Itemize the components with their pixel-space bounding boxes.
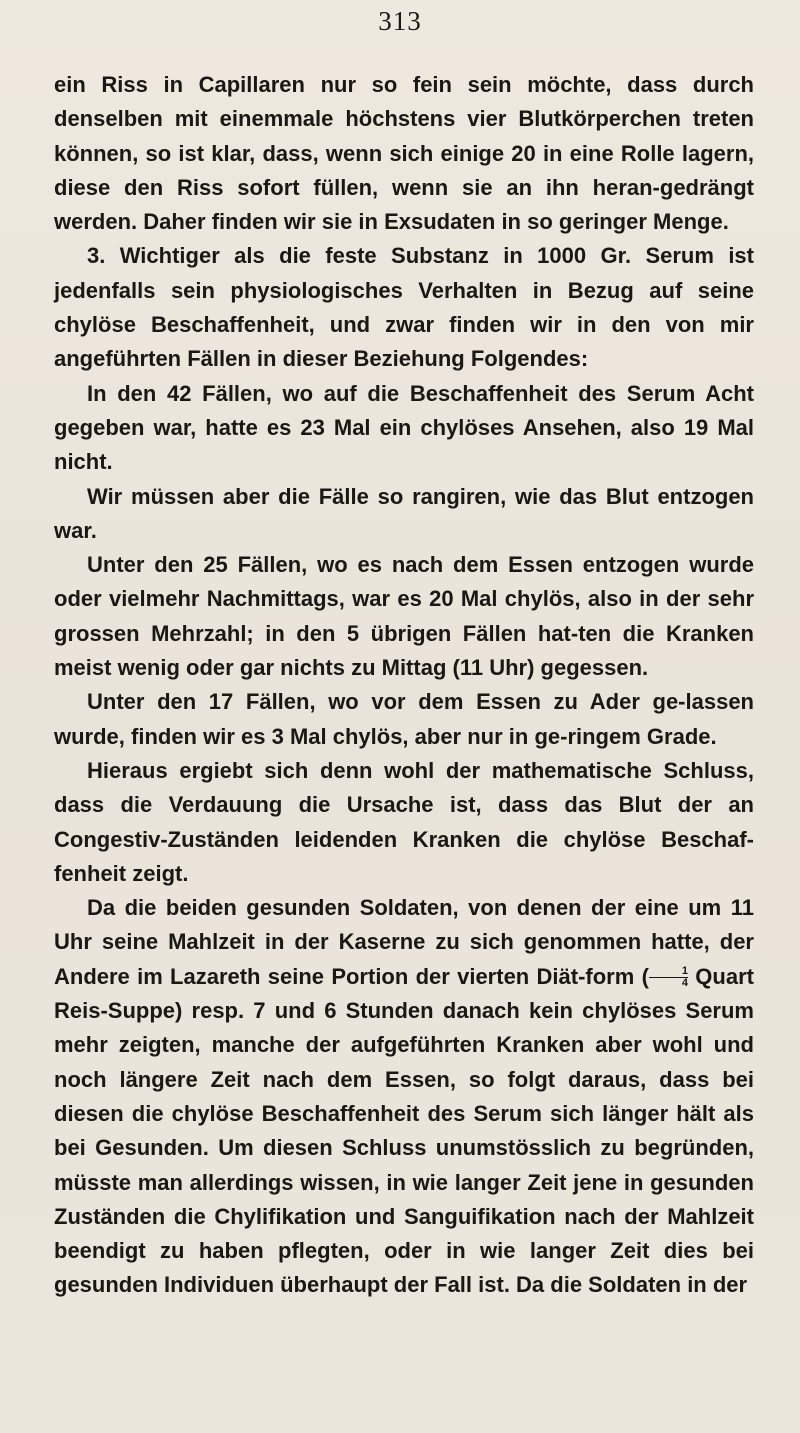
paragraph-2: 3. Wichtiger als die feste Substanz in 1000 Gr. Serum ist jedenfalls sein physiologisches Verhalten in Bezug auf seine chylöse Beschaffenheit, und zwar finden wir in den von mir angeführten Fällen in dieser Beziehung Folgendes: bbox=[54, 243, 754, 372]
paragraph-7: Hieraus ergiebt sich denn wohl der mathematische Schluss, dass die Verdauung die Ursache ist, dass das Blut der an Congestiv-Zuständen leidenden Kranken die chylöse Beschaf-fenheit zeigt. bbox=[54, 757, 754, 886]
paragraph-8-end: Quart Reis-Suppe) resp. 7 und 6 Stunden danach kein chylöses Serum mehr zeigten, manche der aufgeführten Kranken aber wohl und noch längere Zeit nach dem Essen, so folgt daraus, dass bei diesen die chylöse Beschaffenheit des Serum sich länger hält als bei Gesunden. Um diesen Schluss unumstösslich zu begründen, müsste man allerdings wissen, in wie langer Zeit jene in gesunden Zuständen die Chylifikation und Sanguifikation nach der Mahlzeit beendigt zu haben pflegten, oder in wie langer Zeit dies bei gesunden Individuen überhaupt der Fall ist. Da die Soldaten in der bbox=[54, 963, 754, 1298]
paragraph-4: Wir müssen aber die Fälle so rangiren, wie das Blut entzogen war. bbox=[54, 483, 754, 543]
paragraph-6: Unter den 17 Fällen, wo vor dem Essen zu Ader ge-lassen wurde, finden wir es 3 Mal chylös, aber nur in ge-ringem Grade. bbox=[54, 689, 754, 749]
paragraph-8 bbox=[54, 891, 754, 1303]
fraction-one-quarter bbox=[649, 966, 688, 989]
fraction-denominator: 4 bbox=[649, 977, 688, 989]
paragraph-1: ein Riss in Capillaren nur so fein sein möchte, dass durch denselben mit einemmale höchstens vier Blutkörperchen treten können, so ist klar, dass, wenn sich einige 20 in eine Rolle lagern, diese den Riss sofort füllen, wenn sie an ihn heran-gedrängt werden. Daher finden wir sie in Exsudaten in so geringer Menge. bbox=[54, 72, 754, 235]
paragraph-3: In den 42 Fällen, wo auf die Beschaffenheit des Serum Acht gegeben war, hatte es 23 Mal ein chylöses Ansehen, also 19 Mal nicht. bbox=[54, 380, 754, 475]
page-number: 313 bbox=[378, 6, 422, 36]
body-text bbox=[54, 68, 754, 1303]
fraction-numerator: 1 bbox=[681, 965, 689, 978]
paragraph-5: Unter den 25 Fällen, wo es nach dem Essen entzogen wurde oder vielmehr Nachmittags, war es 20 Mal chylös, also in der sehr grossen Mehrzahl; in den 5 übrigen Fällen hat-ten die Kranken meist wenig oder gar nichts zu Mittag (11 Uhr) gegessen. bbox=[54, 552, 754, 681]
paragraph-8-start: Da die beiden gesunden Soldaten, von denen der eine um 11 Uhr seine Mahlzeit in der Kaserne zu sich genommen hatte, der Andere im Lazareth seine Portion der vierten Diät-form ( bbox=[54, 895, 754, 989]
